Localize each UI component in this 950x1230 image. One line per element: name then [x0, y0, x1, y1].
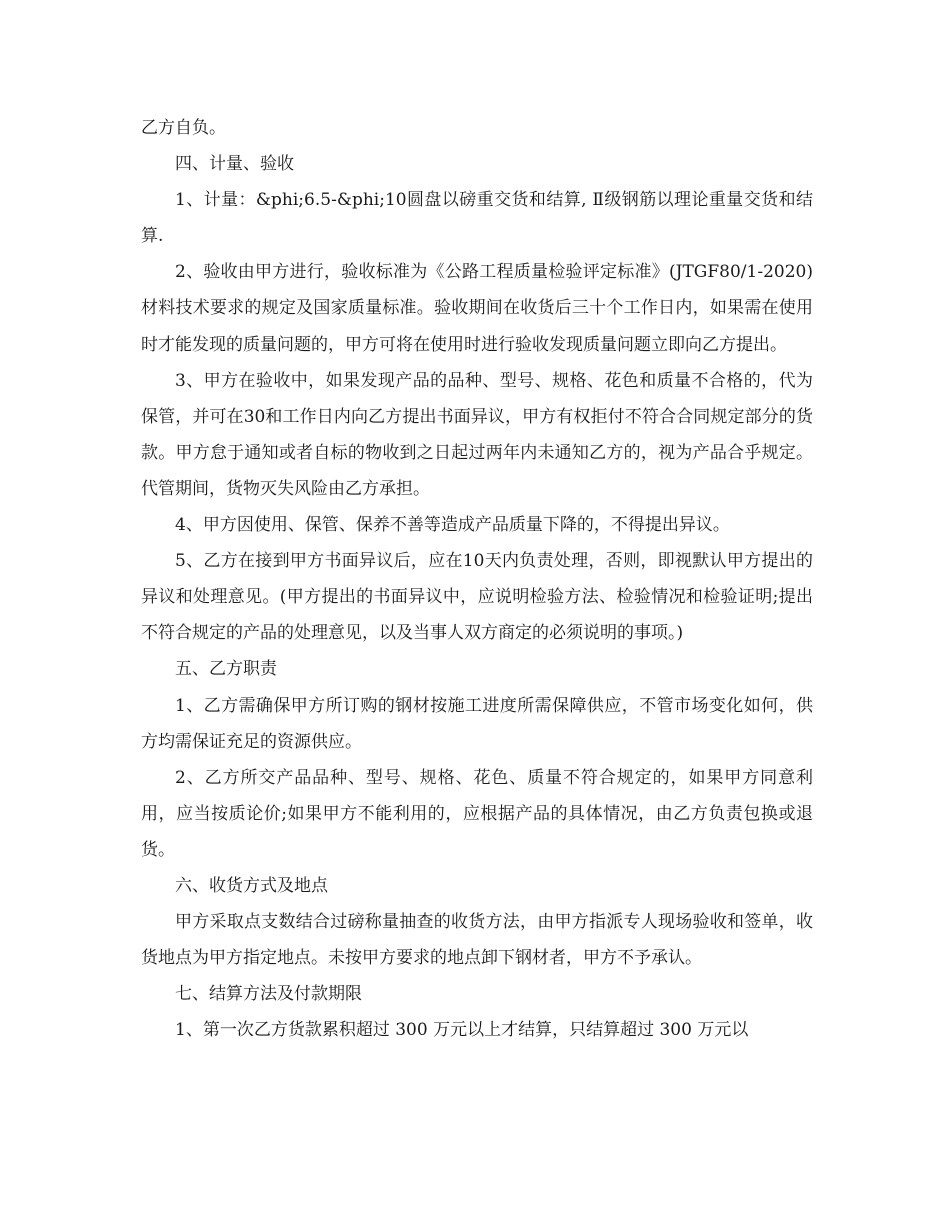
paragraph-measurement: 1、计量：&phi;6.5-&phi;10圆盘以磅重交货和结算, Ⅱ级钢筋以理论重量交货和结算. — [141, 190, 813, 247]
paragraph-acceptance-objection: 3、甲方在验收中，如果发现产品的品种、型号、规格、花色和质量不合格的，代为保管，并可在30和工作日内向乙方提出书面异议，甲方有权拒付不符合合同规定部分的货款。甲方怠于通知或者自标的物收到之日起过两年内未通知乙方的，视为产品合乎规定。代管期间，货物灭失风险由乙方承担。 — [141, 370, 813, 499]
paragraph-settlement-first: 1、第一次乙方货款累积超过 300 万元以上才结算，只结算超过 300 万元以 — [175, 1020, 749, 1041]
paragraph-acceptance-standard: 2、验收由甲方进行，验收标准为《公路工程质量检验评定标准》(JTGF80/1-2020)材料技术要求的规定及国家质量标准。验收期间在收货后三十个工作日内，如果需在使用时才能发现的质量问题的，甲方可将在使用时进行验收发现质量问题立即向乙方提出。 — [141, 262, 813, 355]
paragraph-receipt-method: 甲方采取点支数结合过磅称量抽查的收货方法，由甲方指派专人现场验收和签单，收货地点为甲方指定地点。未按甲方要求的地点卸下钢材者，甲方不予承认。 — [141, 912, 813, 969]
paragraph-continuation: 乙方自负。 — [141, 118, 226, 138]
paragraph-objection-handling: 5、乙方在接到甲方书面异议后，应在10天内负责处理，否则，即视默认甲方提出的异议和处理意见。(甲方提出的书面异议中，应说明检验方法、检验情况和检验证明;提出不符合规定的产品的处理意见，以及当事人双方商定的必须说明的事项。) — [141, 551, 813, 644]
paragraph-supply-guarantee: 1、乙方需确保甲方所订购的钢材按施工进度所需保障供应，不管市场变化如何，供方均需保证充足的资源供应。 — [141, 695, 813, 752]
paragraph-improper-use: 4、甲方因使用、保管、保养不善等造成产品质量下降的，不得提出异议。 — [175, 515, 730, 536]
section-heading-settlement: 七、结算方法及付款期限 — [175, 984, 362, 1005]
section-heading-measurement-acceptance: 四、计量、验收 — [175, 154, 294, 175]
paragraph-nonconforming-products: 2、乙方所交产品品种、型号、规格、花色、质量不符合规定的，如果甲方同意利用，应当按质论价;如果甲方不能利用的，应根据产品的具体情况，由乙方负责包换或退货。 — [141, 767, 813, 860]
document-body — [141, 110, 813, 1048]
section-heading-receipt-method: 六、收货方式及地点 — [175, 875, 328, 896]
section-heading-party-b-duties: 五、乙方职责 — [175, 659, 277, 680]
